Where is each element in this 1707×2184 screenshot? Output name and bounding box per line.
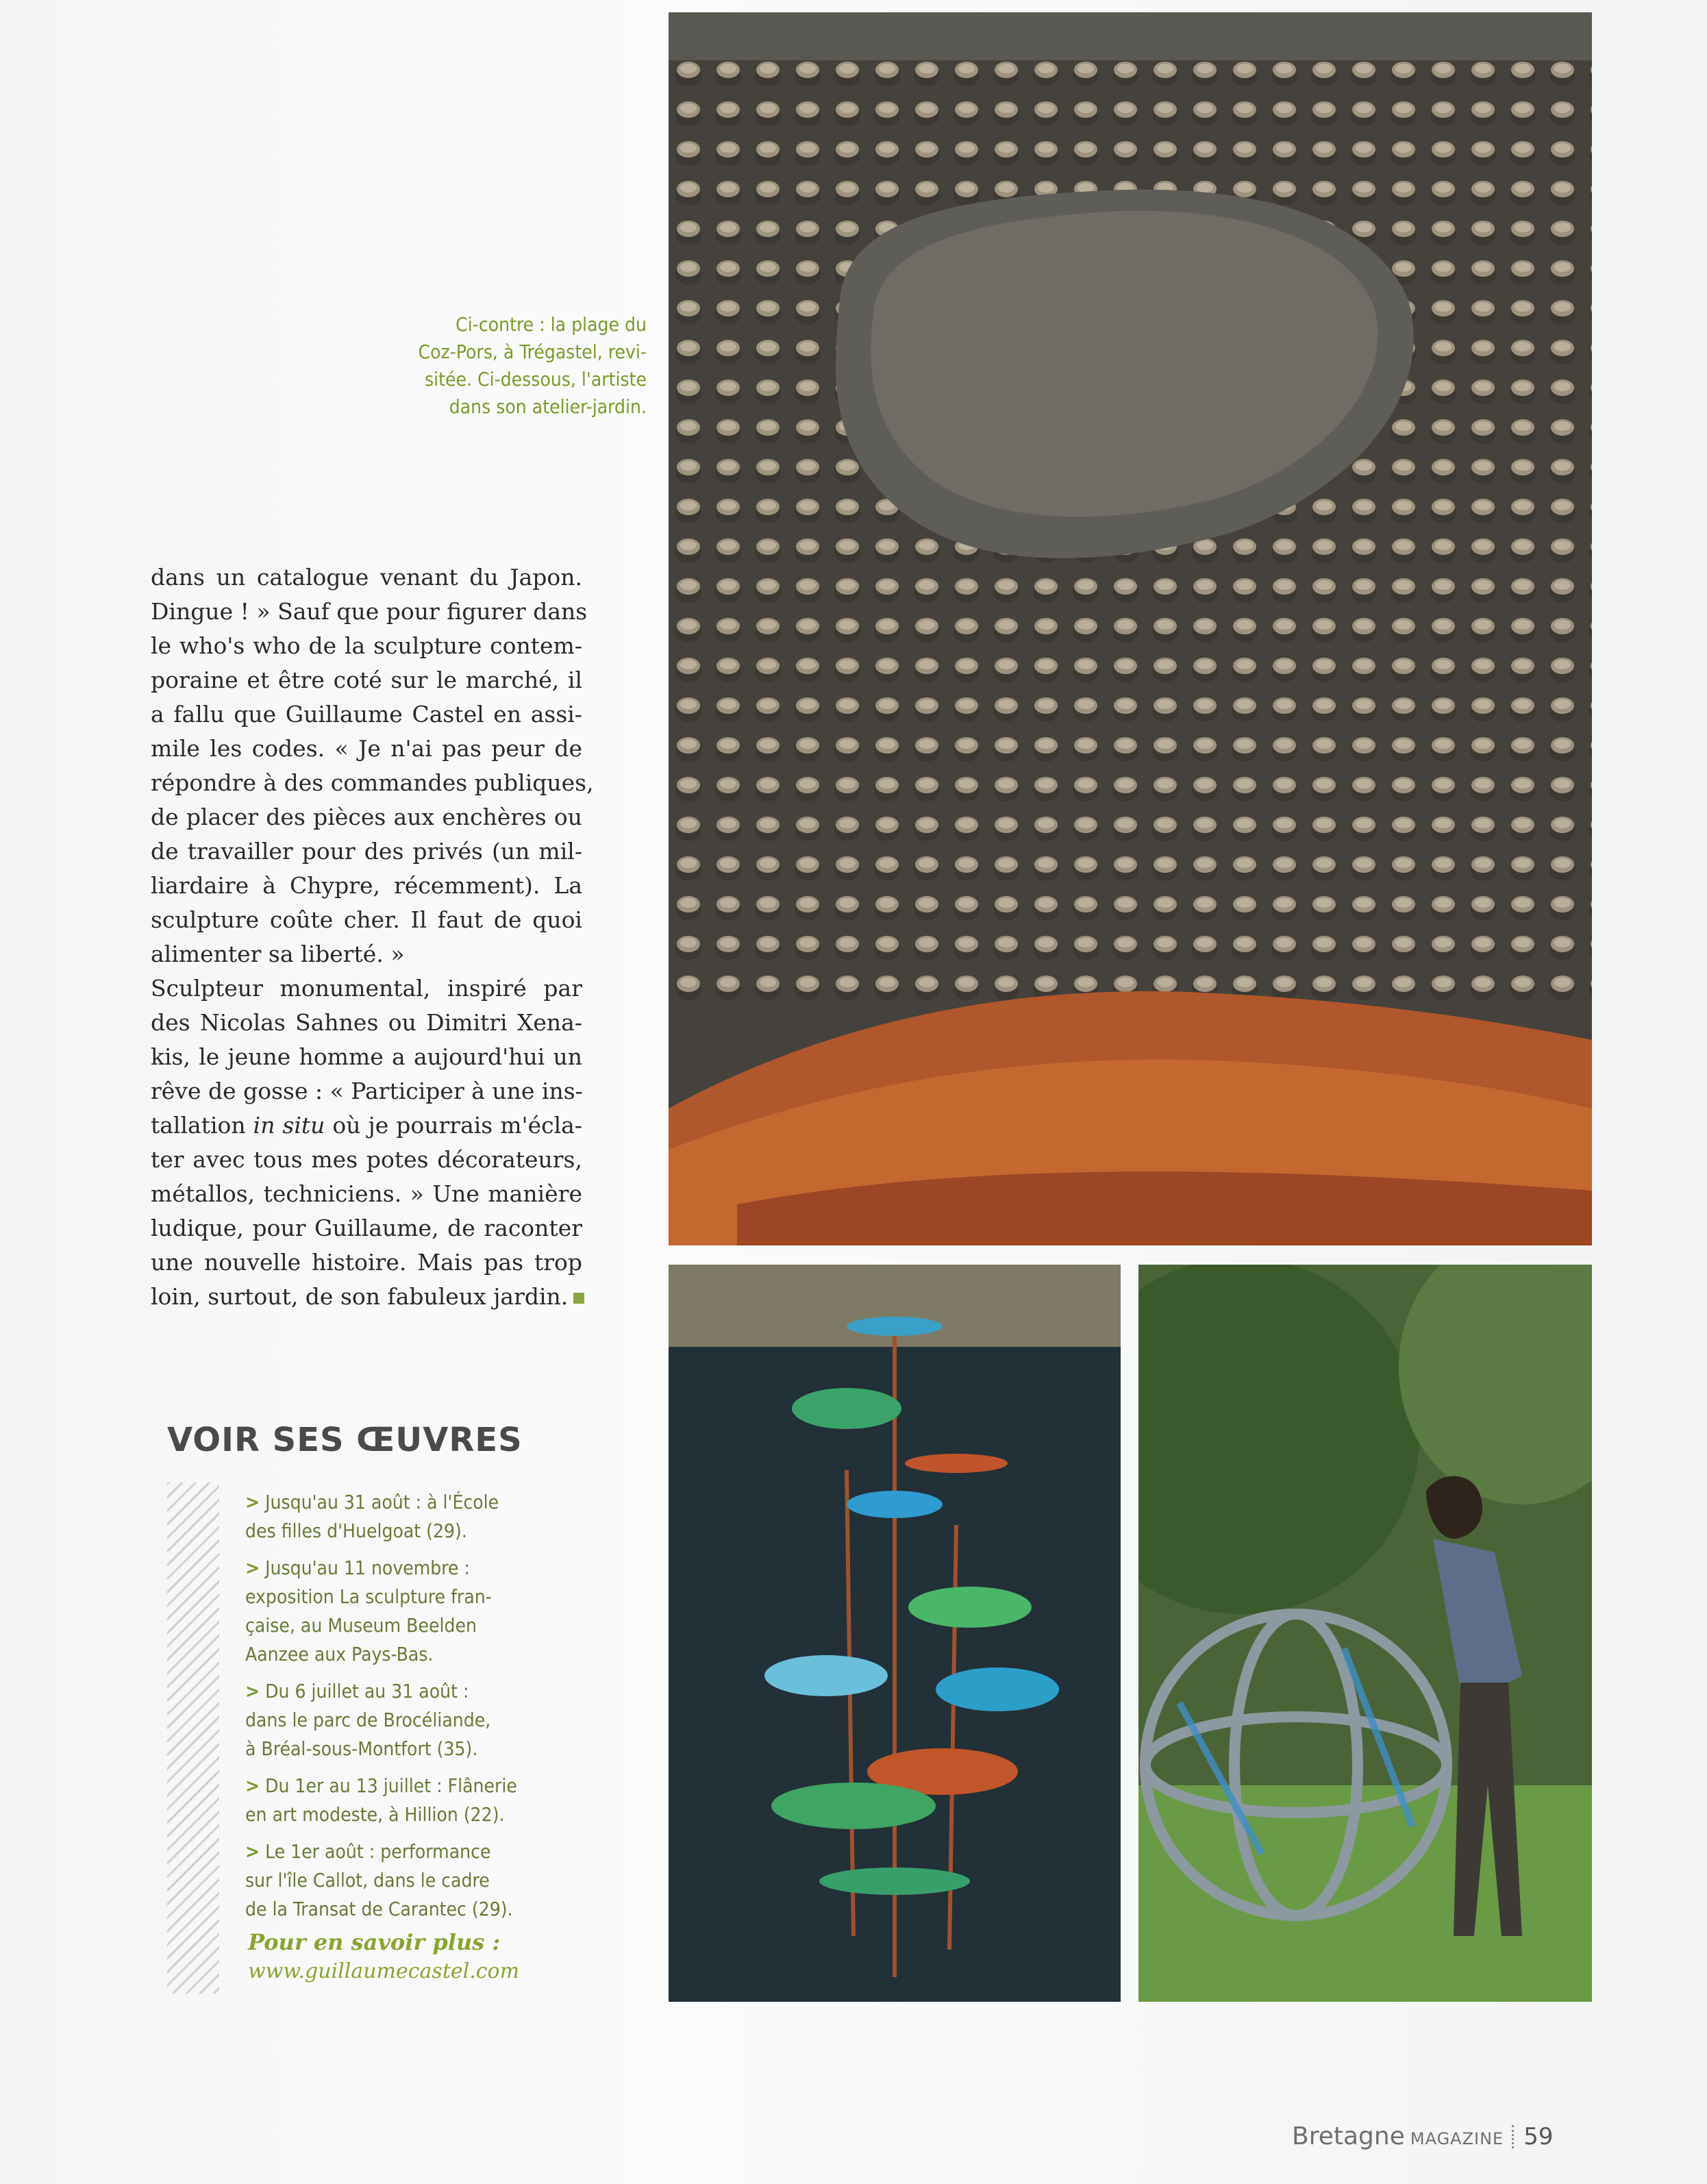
body-line: poraine et être coté sur le marché, il	[151, 667, 582, 693]
event-item	[245, 1772, 533, 1829]
event-line	[245, 1554, 533, 1583]
body-line: a fallu que Guillaume Castel en assi-	[151, 701, 582, 728]
body-line: kis, le jeune homme a aujourd'hui un	[151, 1043, 582, 1070]
body-line: alimenter sa liberté. »	[151, 941, 405, 967]
body-line: des Nicolas Sahnes ou Dimitri Xena-	[151, 1009, 582, 1036]
photo-caption	[384, 311, 647, 421]
arrow-icon: >	[245, 1680, 260, 1702]
body-line: répondre à des commandes publiques,	[151, 769, 594, 796]
events-list	[245, 1488, 533, 1932]
body-text: où je pourrais m'écla-	[332, 1112, 582, 1139]
event-line	[245, 1677, 533, 1706]
page-footer	[1292, 2122, 1553, 2150]
pond-photo-art	[669, 1265, 1121, 2002]
event-text: Jusqu'au 31 août : à l'École	[265, 1491, 499, 1513]
event-line: çaise, au Museum Beelden	[245, 1614, 477, 1637]
event-line: Aanzee aux Pays-Bas.	[245, 1643, 434, 1665]
event-line: de la Transat de Carantec (29).	[245, 1898, 513, 1920]
body-line: métallos, techniciens. » Une manière	[151, 1180, 582, 1207]
event-line	[245, 1772, 533, 1800]
body-line: sculpture coûte cher. Il faut de quoi	[151, 906, 582, 933]
event-line: à Bréal-sous-Montfort (35).	[245, 1737, 478, 1760]
arrow-icon: >	[245, 1556, 260, 1579]
arrow-icon: >	[245, 1840, 260, 1863]
body-line: Sculpteur monumental, inspiré par	[151, 975, 582, 1002]
more-info-label: Pour en savoir plus :	[248, 1929, 501, 1955]
magazine-label: MAGAZINE	[1410, 2129, 1504, 2148]
body-line: le who's who de la sculpture contem-	[151, 632, 582, 659]
event-line: des filles d'Huelgoat (29).	[245, 1519, 467, 1542]
page-number: 59	[1523, 2123, 1554, 2150]
event-line: en art modeste, à Hillion (22).	[245, 1803, 505, 1826]
body-line: dans un catalogue venant du Japon.	[151, 564, 582, 591]
sidebar-title: VOIR SES ŒUVRES	[167, 1421, 523, 1459]
beach-installation-photo	[669, 12, 1592, 1245]
arrow-icon: >	[245, 1774, 260, 1797]
sidebar-hatch-decoration	[167, 1482, 219, 1994]
end-of-article-mark	[573, 1293, 584, 1304]
body-text: loin, surtout, de son fabuleux jardin.	[151, 1283, 569, 1310]
arrow-icon: >	[245, 1491, 260, 1513]
body-line: rêve de gosse : « Participer à une ins-	[151, 1078, 583, 1104]
caption-line: Coz-Pors, à Trégastel, revi-	[418, 340, 647, 363]
event-item	[245, 1677, 533, 1763]
body-text: tallation	[151, 1112, 246, 1139]
event-line: exposition La sculpture fran-	[245, 1585, 492, 1608]
event-item	[245, 1488, 533, 1546]
body-line: mile les codes. « Je n'ai pas peur de	[151, 735, 582, 762]
caption-line: dans son atelier-jardin.	[449, 395, 647, 418]
event-line: dans le parc de Brocéliande,	[245, 1709, 491, 1731]
body-line-in-situ	[151, 1108, 582, 1143]
atelier-photo-art	[1138, 1265, 1592, 2002]
event-text: Du 6 juillet au 31 août :	[265, 1680, 469, 1702]
magazine-brand: Bretagne	[1292, 2122, 1405, 2150]
event-text: Du 1er au 13 juillet : Flânerie	[265, 1774, 517, 1797]
in-situ-emphasis: in situ	[253, 1112, 325, 1139]
beach-photo-art	[669, 12, 1592, 1245]
body-line: Dingue ! » Sauf que pour figurer dans	[151, 598, 588, 625]
event-line: sur l'île Callot, dans le cadre	[245, 1869, 490, 1891]
event-item	[245, 1554, 533, 1669]
event-text: Le 1er août : performance	[265, 1840, 491, 1863]
body-line: de travailler pour des privés (un mil-	[151, 838, 582, 865]
event-text: Jusqu'au 11 novembre :	[265, 1556, 471, 1579]
pond-sculpture-photo	[669, 1265, 1121, 2002]
body-line: une nouvelle histoire. Mais pas trop	[151, 1249, 582, 1276]
article-body	[151, 560, 594, 1314]
body-line: liardaire à Chypre, récemment). La	[151, 872, 582, 899]
event-line	[245, 1837, 533, 1866]
body-line: ter avec tous mes potes décorateurs,	[151, 1146, 582, 1173]
event-line	[245, 1488, 533, 1517]
caption-line: Ci-contre : la plage du	[456, 313, 647, 336]
body-line: ludique, pour Guillaume, de raconter	[151, 1215, 582, 1241]
caption-line: sitée. Ci-dessous, l'artiste	[424, 368, 647, 390]
body-line: de placer des pièces aux enchères ou	[151, 804, 582, 830]
artist-atelier-photo	[1138, 1265, 1592, 2002]
event-item	[245, 1837, 533, 1924]
website-link[interactable]: www.guillaumecastel.com	[248, 1959, 520, 1983]
footer-separator	[1512, 2125, 1515, 2148]
body-line-final	[151, 1280, 582, 1314]
